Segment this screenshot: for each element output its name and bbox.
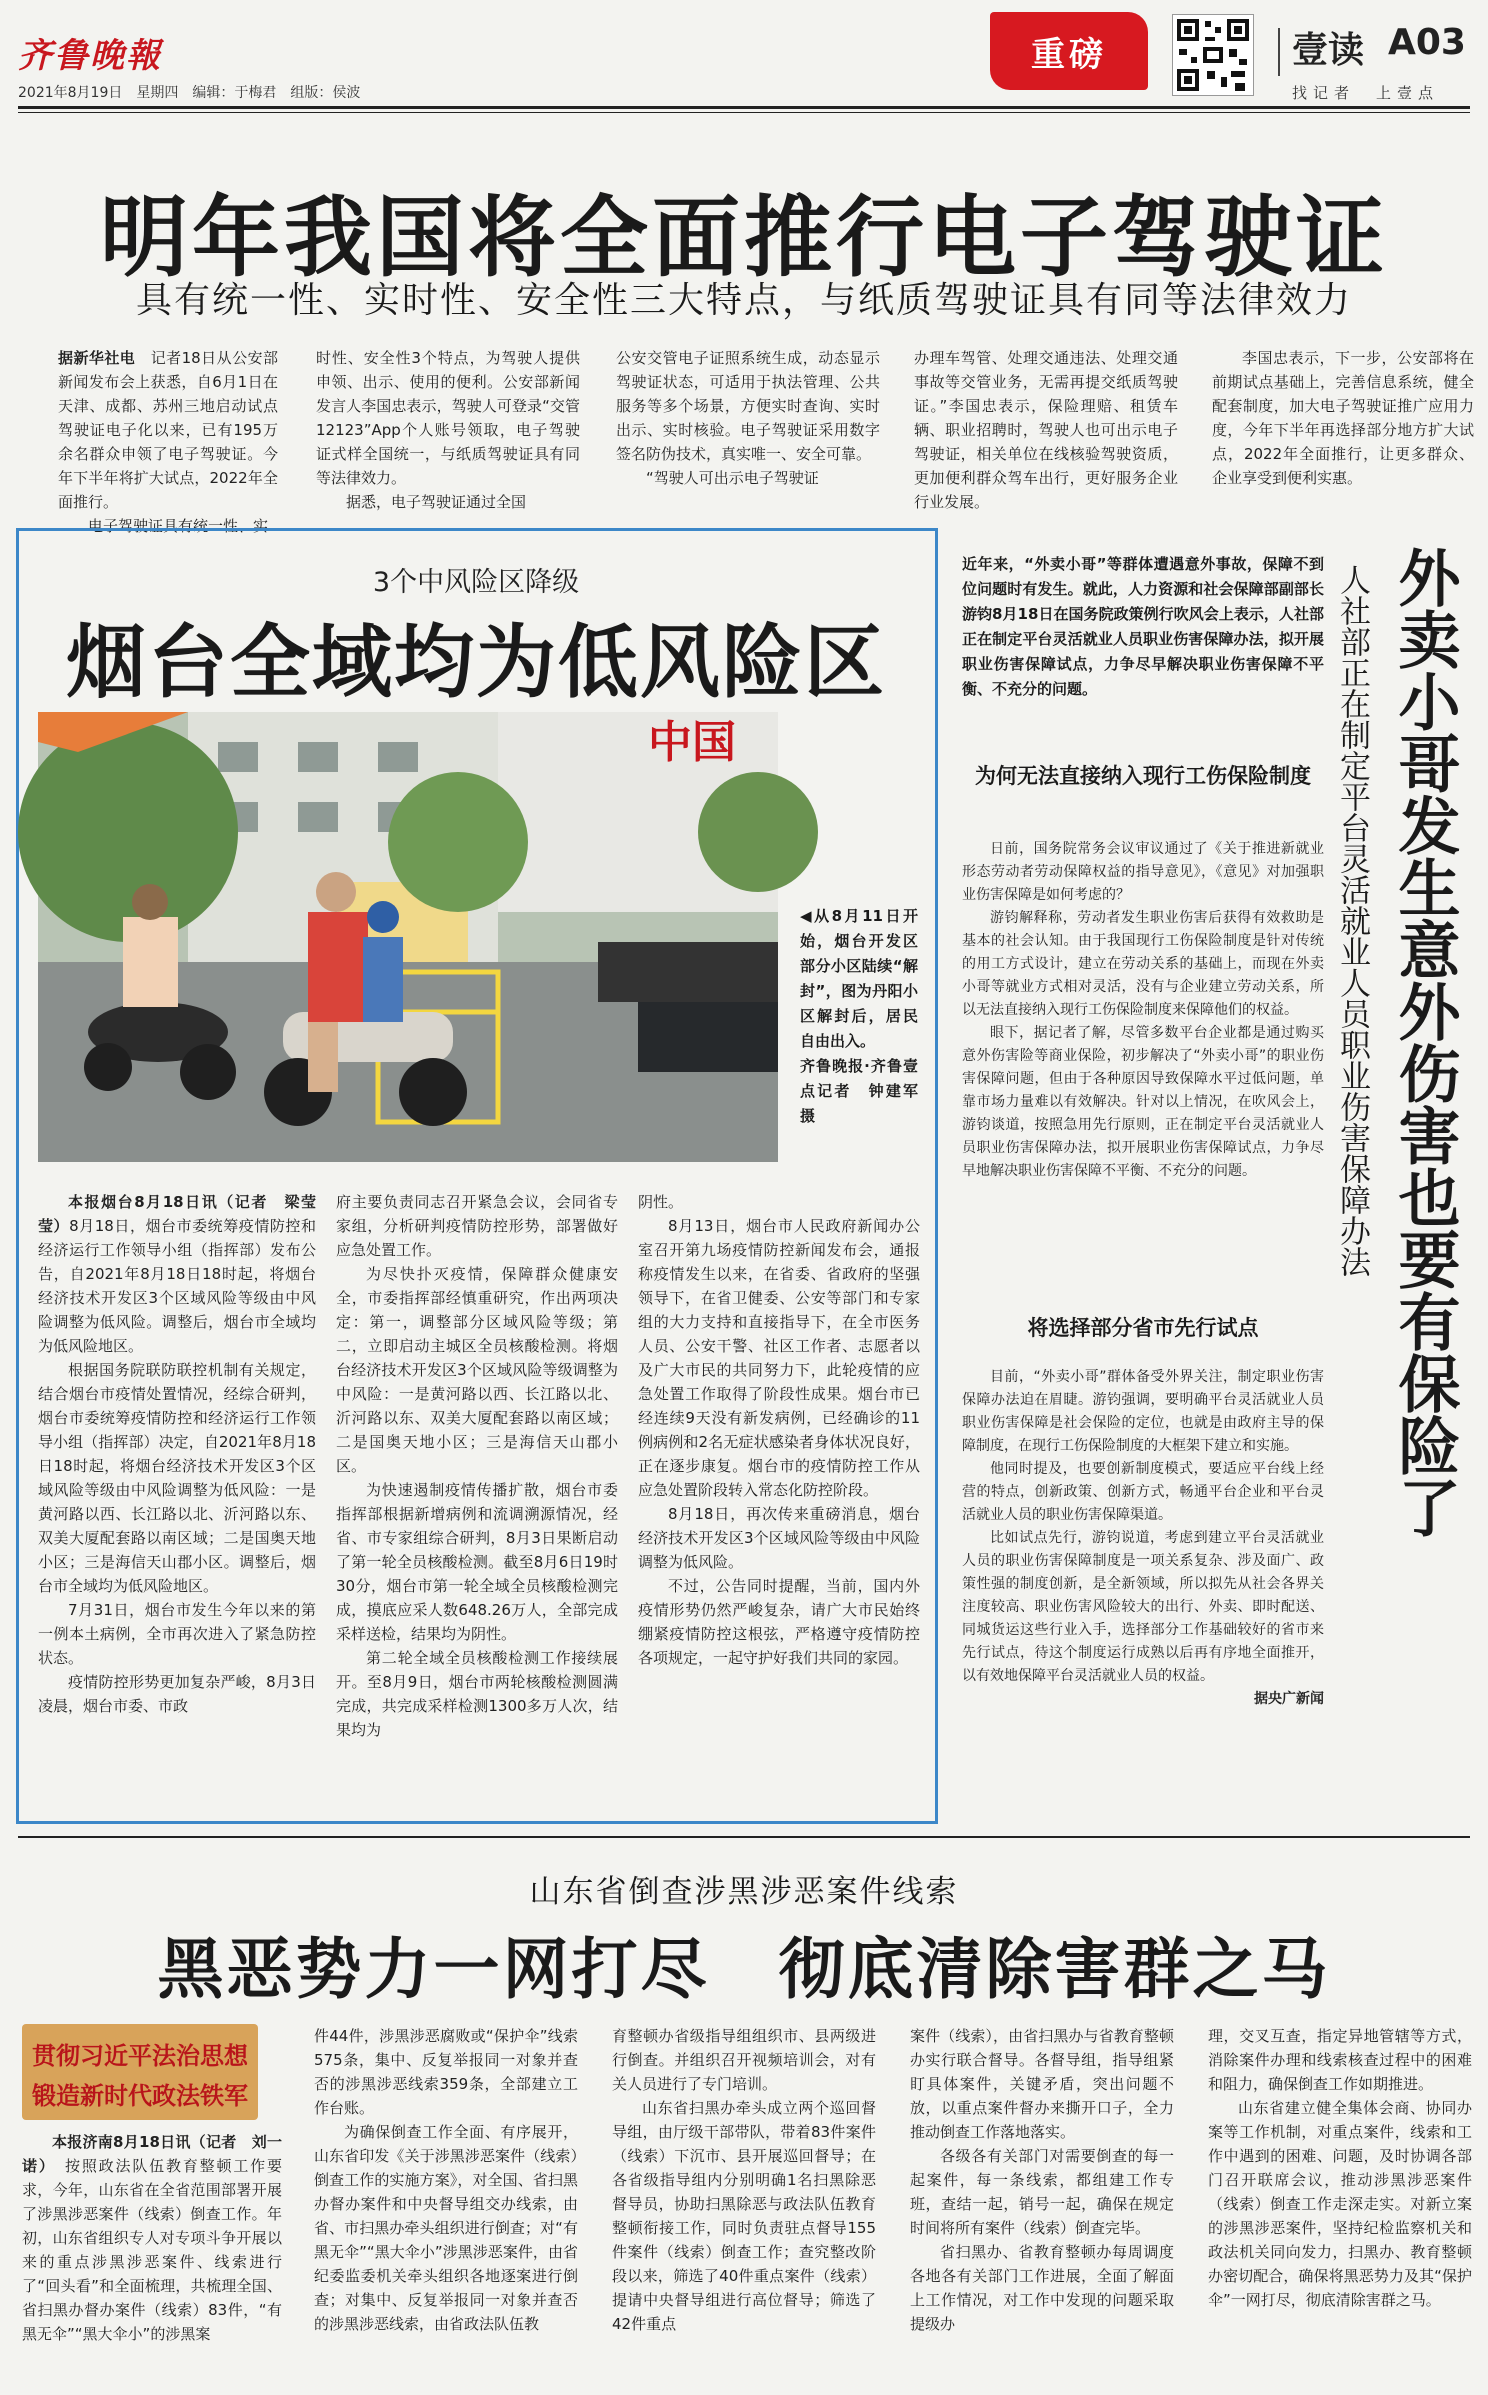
caption-credit: 齐鲁晚报·齐鲁壹点记者 钟建军 摄 (800, 1057, 934, 1125)
editor-credit: 编辑：于梅君 (192, 85, 277, 101)
crime-column-4 (910, 2024, 1174, 2382)
crime-col2b-text: 为确保倒查工作全面、有序展开，山东省印发《关于涉黑涉恶案件（线索）倒查工作的实施方案》，对全国、省扫黑办督办案件和中央督导组交办线索，由省、市扫黑办牵头组织进行倒查；对“有黑无伞”“黑大伞小”涉黑涉恶案件，由省纪委监委机关牵头组织各地逐案进行倒查；对集中、反复举报同一对象并查否的涉黑涉恶线索，由省政法队伍教 (314, 2123, 578, 2333)
lead-dateline: 据新华社电 (58, 349, 136, 367)
yantai-col1c-text: 7月31日，烟台市发生今年以来的第一例本土病例，全市再次进入了紧急防控状态。 (38, 1601, 316, 1667)
delivery-p4: 目前，“外卖小哥”群体备受外界关注，制定职业伤害保障办法迫在眉睫。游钧强调，要明确平台灵活就业人员职业伤害保障是社会保险的定位，也就是由政府主导的保障制度，在现行工伤保险制度的大框架下建立和实施。 (962, 1369, 1324, 1454)
crime-dateline: 本报济南8月18日讯（记者 刘一诺） (22, 2133, 282, 2175)
yantai-headline: 烟台全域均为低风险区 (66, 615, 886, 709)
crime-column-2 (314, 2024, 578, 2382)
delivery-p2: 游钧解释称，劳动者发生职业伤害后获得有效救助是基本的社会认知。由于我国现行工伤保险制度是针对传统的用工方式设计，建立在劳动关系的基础上，而现在外卖小哥等就业方式相对灵活，没有与企业建立劳动关系，所以无法直接纳入现行工伤保险制度来保障他们的权益。 (962, 910, 1324, 1018)
lead-col1-text: 记者18日从公安部新闻发布会上获悉，自6月1日在天津、成都、苏州三地启动试点驾驶证电子化以来，已有195万余名群众申领了电子驾驶证。今年下半年将扩大试点，2022年全面推行。 (58, 349, 278, 511)
delivery-lead: 近年来，“外卖小哥”等群体遭遇意外事故，保障不到位问题时有发生。就此，人力资源和社会保障部副部长游钧8月18日在国务院政策例行吹风会上表示，人社部正在制定平台灵活就业人员职业伤害保障办法，拟开展职业伤害保障试点，力争尽早解决职业伤害保障不平衡、不充分的问题。 (962, 555, 1324, 698)
delivery-p1: 日前，国务院常务会议审议通过了《关于推进新就业形态劳动者劳动保障权益的指导意见》，《意见》对加强职业伤害保障是如何考虑的？ (962, 841, 1324, 903)
photo-sign-text: 中国 (648, 717, 736, 768)
yantai-kicker: 3个中风险区降级 (372, 567, 580, 598)
yantai-column-3 (638, 1190, 920, 1798)
crime-col4b-text: 各级各有关部门对需要倒查的每一起案件，每一条线索，都组建工作专班，查结一起，销号一起，确保在规定时间将所有案件（线索）倒查完毕。 (910, 2147, 1174, 2237)
newspaper-logo: 齐鲁晚報 (18, 36, 162, 76)
lead-column-2 (316, 346, 580, 516)
rule-of-law-logo (22, 2024, 258, 2120)
lead-col4-text: 办理车驾管、处理交通违法、处理交通事故等交管业务，无需再提交纸质驾驶证。”李国忠表示，保险理赔、租赁车辆、职业招聘时，驾驶人也可出示电子驾驶证，相关单位在线核验驾驶资质，更加便利群众驾车出行，更好服务企业行业发展。 (914, 349, 1178, 511)
lead-column-5 (1212, 346, 1474, 516)
yantai-col3-text: 阴性。 (638, 1193, 684, 1211)
photo-caption (800, 904, 934, 1129)
delivery-p5: 他同时提及，也要创新制度模式，要适应平台线上经营的特点，创新政策、创新方式，畅通平台企业和平台灵活就业人员的职业伤害保障渠道。 (962, 1461, 1324, 1523)
lead-col2b-text: 据悉，电子驾驶证通过全国 (346, 493, 527, 511)
issue-date: 2021年8月19日 (18, 85, 123, 101)
lead-column-1 (58, 346, 278, 535)
lead-col1b-text: 电子驾驶证具有统一性、实 (88, 517, 269, 535)
caption-arrow-icon: ◀ (800, 907, 815, 925)
delivery-p3: 眼下，据记者了解，尽管多数平台企业都是通过购买意外伤害险等商业保险，初步解决了“外卖小哥”的职业伤害保障问题，但由于各种原因导致保障水平过低问题，单靠市场力量难以有效解决。针对以上情况，在吹风会上，游钧谈道，按照急用先行原则，正在制定平台灵活就业人员职业伤害保障办法，拟开展职业伤害保障试点，力争尽早地解决职业伤害保障不平衡、不充分的问题。 (962, 1025, 1324, 1179)
yantai-col2d-text: 第二轮全域全员核酸检测工作接续展开。至8月9日，烟台市两轮核酸检测圆满完成，共完成采样检测1300多万人次，结果均为 (336, 1649, 618, 1739)
crime-col3-text: 育整顿办省级指导组组织市、县两级进行倒查。并组织召开视频培训会，对有关人员进行了专门培训。 (612, 2027, 876, 2093)
yantai-column-1 (38, 1190, 316, 1798)
yantai-col2-text: 府主要负责同志召开紧急会议，会同省专家组，分析研判疫情防控形势，部署做好应急处置工作。 (336, 1193, 618, 1259)
delivery-subhead-1: 为何无法直接纳入现行工伤保险制度 (975, 764, 1311, 788)
crime-col5-text: 理，交叉互查，指定异地管辖等方式，消除案件办理和线索核查过程中的困难和阻力，确保倒查工作如期推进。 (1208, 2027, 1472, 2093)
section-badge: 重磅 (990, 12, 1148, 90)
yantai-col3c-text: 8月18日，再次传来重磅消息，烟台经济技术开发区3个区域风险等级由中风险调整为低风险。 (638, 1505, 920, 1571)
delivery-subheadline: 人社部正在制定平台灵活就业人员职业伤害保障办法 (1334, 564, 1370, 1277)
lead-column-3 (616, 346, 880, 516)
yantai-col3b-text: 8月13日，烟台市人民政府新闻办公室召开第九场疫情防控新闻发布会，通报称疫情发生以来，在省委、省政府的坚强领导下，在省卫健委、公安等部门和专家组的大力支持和直接指导下，在全市医务人员、公安干警、社区工作者、志愿者以及广大市民的共同努力下，此轮疫情的应急处置工作取得了阶段性成果。烟台市已经连续9天没有新发病例，已经确诊的11例病例和2名无症状感染者身体状况良好，正在逐步康复。烟台市的疫情防控工作从应急处置阶段转入常态化防控阶段。 (638, 1217, 920, 1499)
crime-kicker: 山东省倒查涉黑涉恶案件线索 (529, 1874, 959, 1910)
layout-credit: 组版：侯波 (290, 85, 361, 101)
section-name: 壹读 (1292, 30, 1365, 71)
yantai-col3d-text: 不过，公告同时提醒，当前，国内外疫情形势仍然严峻复杂，请广大市民始终绷紧疫情防控这根弦，严格遵守疫情防控各项规定，一起守护好我们共同的家园。 (638, 1577, 920, 1667)
header-rule (18, 106, 1470, 109)
dateline-bar (18, 82, 360, 102)
crime-col4-text: 案件（线索），由省扫黑办与省教育整顿办实行联合督导。各督导组，指导组紧盯具体案件，关键矛盾，突出问题不放，以重点案件督办来撕开口子，全力推动倒查工作落地落实。 (910, 2027, 1174, 2141)
issue-weekday: 星期四 (136, 85, 179, 101)
crime-column-1 (22, 2130, 282, 2382)
yantai-col2c-text: 为快速遏制疫情传播扩散，烟台市委指挥部根据新增病例和流调溯源情况，经省、市专家组综合研判，8月3日果断启动了第一轮全员核酸检测。截至8月6日19时30分，烟台市第一轮全域全员核酸检测完成，摸底应采人数648.26万人，全部完成采样送检，结果均为阴性。 (336, 1481, 618, 1643)
caption-text: 从8月11日开始，烟台开发区部分小区陆续“解封”，图为丹阳小区解封后，居民自由出入。 (800, 907, 918, 1050)
crime-column-5 (1208, 2024, 1472, 2382)
lead-col5-text: 李国忠表示，下一步，公安部将在前期试点基础上，完善信息系统，健全配套制度，加大电子驾驶证推广应用力度，今年下半年再选择部分地方扩大试点，2022年全面推行，让更多群众、企业享受到便利实惠。 (1212, 349, 1474, 487)
yantai-col1d-text: 疫情防控形势更加复杂严峻，8月3日凌晨，烟台市委、市政 (38, 1673, 316, 1715)
street-photo (38, 712, 778, 1162)
bottom-section-rule (18, 1836, 1470, 1838)
crime-col4c-text: 省扫黑办、省教育整顿办每周调度各地各有关部门工作进展，全面了解面上工作情况，对工作中发现的问题采取提级办 (910, 2243, 1174, 2333)
page-code: A03 (1388, 22, 1466, 63)
header-rule-thin (18, 112, 1470, 113)
delivery-body-1 (962, 838, 1324, 1308)
lead-col3b-text: “驾驶人可出示电子驾驶证 (646, 469, 819, 487)
crime-col1-text: 按照政法队伍教育整顿工作要求，今年，山东省在全省范围部署开展了涉黑涉恶案件（线索）倒查工作。年初，山东省组织专人对专项斗争开展以来的重点涉黑涉恶案件、线索进行了“回头看”和全面梳理，共梳理全国、省扫黑办督办案件（线索）83件，“有黑无伞”“黑大伞小”的涉黑案 (22, 2157, 282, 2343)
yantai-col1-text: 8月18日，烟台市委统筹疫情防控和经济运行工作领导小组（指挥部）发布公告，自2021年8月18日18时起，将烟台经济技术开发区3个区域风险等级由中风险调整为低风险。调整后，烟台市全域均为低风险地区。 (38, 1217, 316, 1355)
section-tagline: 找记者 上壹点 (1292, 84, 1440, 102)
crime-headline: 黑恶势力一网打尽 彻底清除害群之马 (157, 1930, 1331, 2008)
logo-line-1: 贯彻习近平法治思想 (32, 2041, 248, 2070)
lead-subheadline: 具有统一性、实时性、安全性三大特点，与纸质驾驶证具有同等法律效力 (135, 280, 1352, 321)
yantai-dateline: 本报烟台8月18日讯（记者 梁莹莹） (38, 1193, 316, 1235)
qr-code-icon (1172, 14, 1254, 96)
yantai-col2b-text: 为尽快扑灭疫情，保障群众健康安全，市委指挥部经慎重研究，作出两项决定：第一，调整部分区域风险等级；第二，立即启动主城区全员核酸检测。将烟台经济技术开发区3个区域风险等级调整为中风险：一是黄河路以西、长江路以北、沂河路以东、双美大厦配套路以南区域；二是国奥天地小区；三是海信天山郡小区。 (336, 1265, 618, 1475)
crime-col2-text: 件44件，涉黑涉恶腐败或“保护伞”线索575条，集中、反复举报同一对象并查否的涉黑涉恶线索359条，全部建立工作台账。 (314, 2027, 578, 2117)
yantai-col1b-text: 根据国务院联防联控机制有关规定，结合烟台市疫情处置情况，经综合研判，烟台市委统筹疫情防控和经济运行工作领导小组（指挥部）决定，自2021年8月18日18时起，将烟台经济技术开发区3个区域风险等级由中风险调整为低风险：一是黄河路以西、长江路以北、沂河路以东、双美大厦配套路以南区域；二是国奥天地小区；三是海信天山郡小区。调整后，烟台市全域均为低风险地区。 (38, 1361, 316, 1595)
logo-line-2: 锻造新时代政法铁军 (32, 2081, 248, 2110)
delivery-headline: 外卖小哥发生意外伤害也要有保险了 (1388, 546, 1461, 1538)
delivery-subhead-2: 将选择部分省市先行试点 (1027, 1316, 1259, 1340)
lead-column-4 (914, 346, 1178, 516)
section-divider (1278, 28, 1280, 76)
delivery-p6: 比如试点先行，游钧说道，考虑到建立平台灵活就业人员的职业伤害保障制度是一项关系复杂、涉及面广、政策性强的制度创新，是全新领域，所以拟先从社会各界关注度较高、职业伤害风险较大的出行、外卖、即时配送、同城货运这些行业入手，选择部分工作基础较好的省市来先行试点，待这个制度运行成熟以后再有序地全面推开，以有效地保障平台灵活就业人员的权益。 (962, 1530, 1324, 1684)
lead-col2-text: 时性、安全性3个特点，为驾驶人提供申领、出示、使用的便利。公安部新闻发言人李国忠表示，驾驶人可登录“交管12123”App个人账号领取，电子驾驶证式样全国统一，与纸质驾驶证具有同等法律效力。 (316, 349, 580, 487)
lead-col3-text: 公安交管电子证照系统生成，动态显示驾驶证状态，可适用于执法管理、公共服务等多个场景，方便实时查询、实时出示、实时核验。电子驾驶证采用数字签名防伪技术，真实唯一、安全可靠。 (616, 349, 880, 463)
yantai-column-2 (336, 1190, 618, 1798)
lead-headline: 明年我国将全面推行电子驾驶证 (99, 185, 1388, 289)
crime-col5b-text: 山东省建立健全集体会商、协同办案等工作机制，对重点案件，线索和工作中遇到的困难、问题，及时协调各部门召开联席会议，推动涉黑涉恶案件（线索）倒查工作走深走实。对新立案的涉黑涉恶案件，坚持纪检监察机关和政法机关同向发力，扫黑办、教育整顿办密切配合，确保将黑恶势力及其“保护伞”一网打尽，彻底清除害群之马。 (1208, 2099, 1472, 2309)
delivery-credit: 据央广新闻 (1254, 1691, 1324, 1707)
crime-column-3 (612, 2024, 876, 2382)
delivery-body-2 (962, 1366, 1324, 1806)
crime-col3b-text: 山东省扫黑办牵头成立两个巡回督导组，由厅级干部带队，带着83件案件（线索）下沉市、县开展巡回督导；在各省级指导组内分别明确1名扫黑除恶督导员，协助扫黑除恶与政法队伍教育整顿衔接工作，同时负责驻点督导155件案件（线索）倒查工作；查究整改阶段以来，筛选了40件重点案件（线索）提请中央督导组进行高位督导；筛选了42件重点 (612, 2099, 876, 2333)
